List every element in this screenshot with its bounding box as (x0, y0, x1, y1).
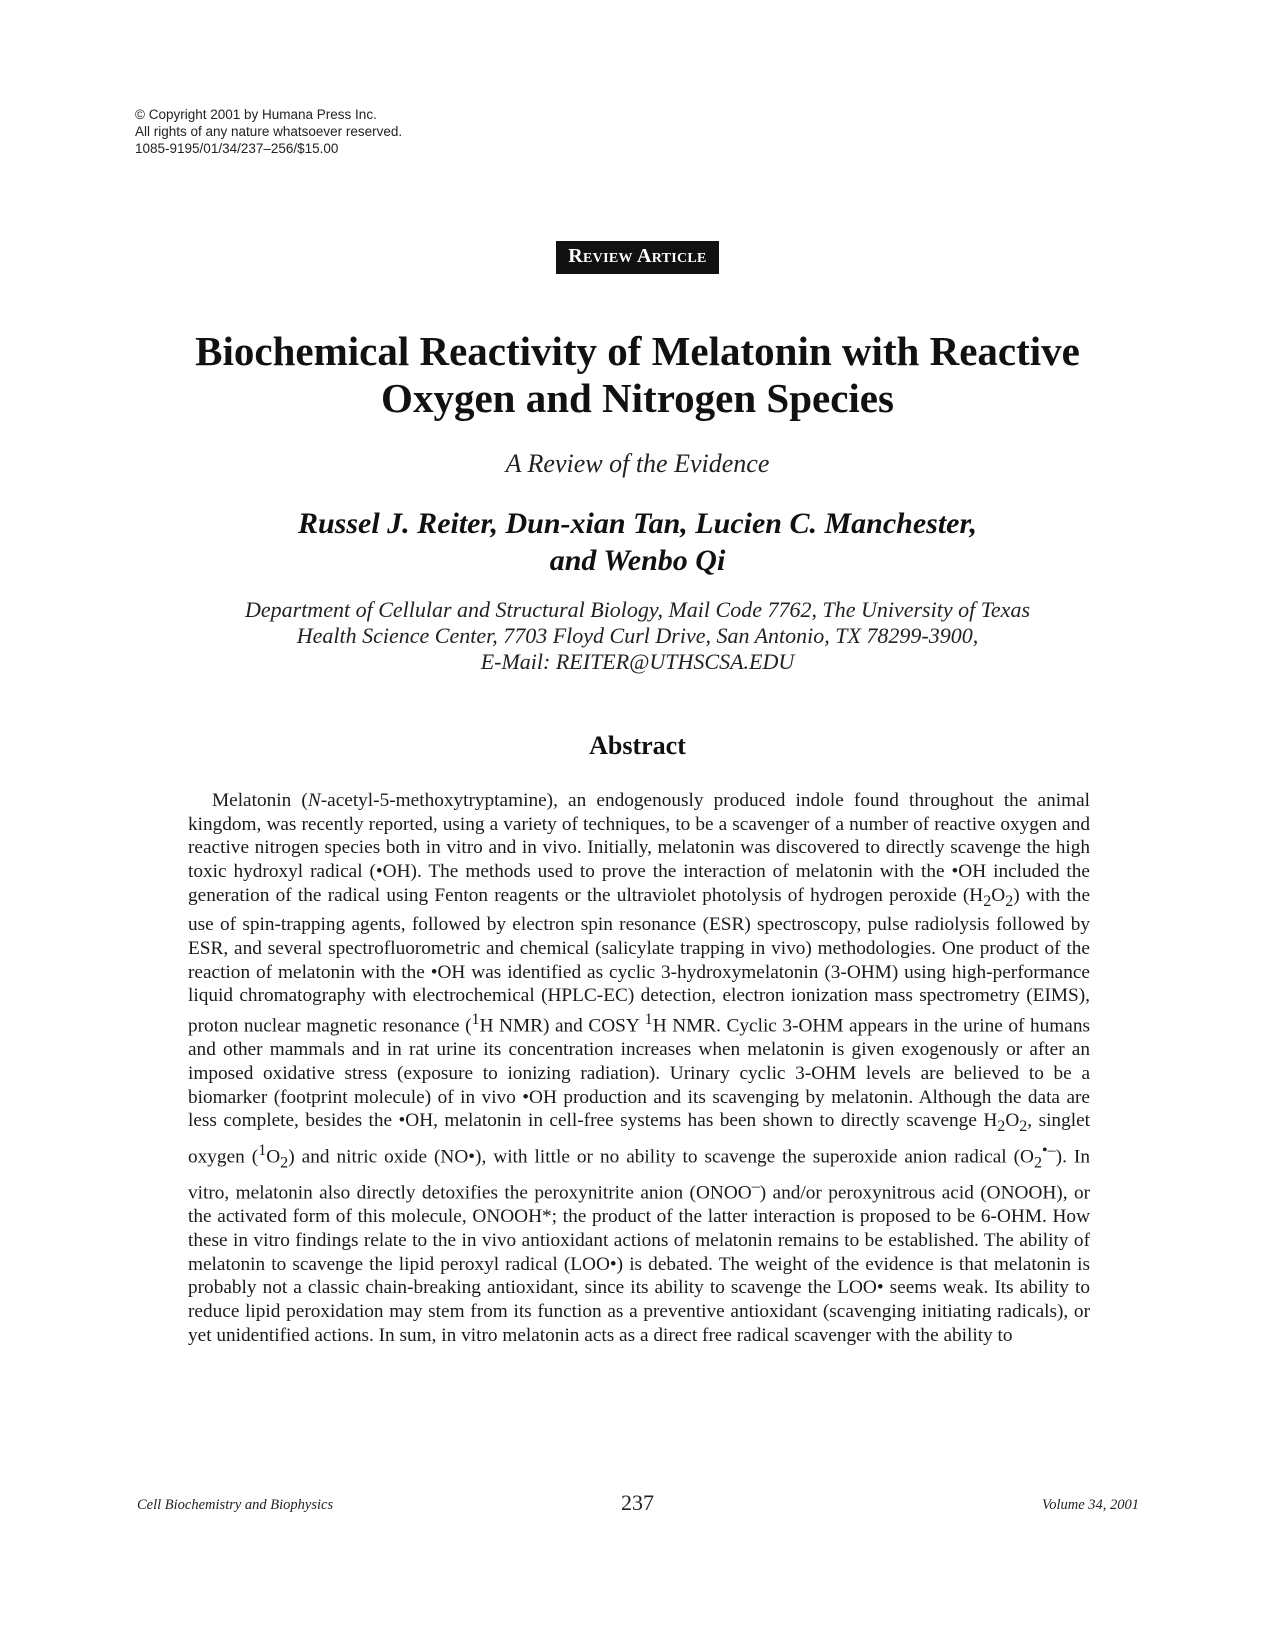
abstract-subscript: 2 (1033, 1154, 1042, 1172)
issn-line: 1085-9195/01/34/237–256/$15.00 (135, 141, 339, 156)
abstract-superscript: 1 (644, 1011, 653, 1029)
abstract-segment: ) and nitric oxide (NO•), with little or no ability to scavenge the superoxide anion radical (O (288, 1146, 1034, 1168)
abstract-subscript: 2 (1019, 1118, 1028, 1136)
footer-journal-name: Cell Biochemistry and Biophysics (137, 1497, 334, 1513)
article-type-badge: Review Article (556, 241, 718, 274)
abstract-italic: N (307, 790, 321, 811)
rights-line: All rights of any nature whatsoever reserved. (135, 124, 403, 139)
abstract-superscript: 1 (258, 1141, 267, 1159)
abstract-superscript: •– (1042, 1141, 1056, 1159)
abstract-heading: Abstract (589, 731, 686, 760)
title-line-2: Oxygen and Nitrogen Species (381, 375, 894, 421)
copyright-line: © Copyright 2001 by Humana Press Inc. (135, 107, 377, 122)
copyright-notice (135, 106, 402, 157)
abstract-segment: H NMR) and COSY (479, 1015, 645, 1037)
abstract-segment: H NMR. Cyclic 3-OHM appears in the urine of humans and other mammals and in rat urine its concentration increases when melatonin is given exogenously or after an imposed oxidative stress (exposure to ionizing radiation). Urinary cyclic 3-OHM levels are believed to be a biomarker (footprint molecule) of in vivo •OH production and its scavenging by melatonin. Although the data are less complete, besides the •OH, melatonin in cell-free systems has been shown to directly scavenge H (188, 1015, 1090, 1132)
authors-line-2: and Wenbo Qi (549, 544, 726, 577)
abstract-segment: O (266, 1146, 281, 1168)
authors-line-1: Russel J. Reiter, Dun-xian Tan, Lucien C. Manchester, (297, 507, 977, 540)
page-number: 237 (621, 1490, 654, 1515)
abstract-superscript: 1 (471, 1011, 480, 1029)
article-type-container (0, 241, 1275, 274)
abstract-segment: , singlet oxygen ( (188, 1110, 1090, 1168)
abstract-segment: ) with the use of spin-trapping agents, followed by electron spin resonance (ESR) spectroscopy, pulse radiolysis followed by ESR, and several spectrofluorometric and chemical (salicylate trapping in vivo) methodologies. One product of the reaction of melatonin with the •OH was identified as cyclic 3-hydroxymelatonin (3-OHM) using high-performance liquid chromatography with electrochemical (HPLC-EC) detection, electron ionization mass spectrometry (EIMS), proton nuclear magnetic resonance ( (188, 884, 1091, 1037)
affiliation-line-1: Department of Cellular and Structural Biology, Mail Code 7762, The University of Texas (244, 597, 1031, 622)
abstract-superscript: – (751, 1177, 760, 1195)
title-line-1: Biochemical Reactivity of Melatonin with Reactive (195, 328, 1080, 374)
abstract-segment: Melatonin ( (212, 790, 308, 811)
abstract-text (188, 789, 1090, 1347)
abstract-subscript: 2 (997, 1118, 1006, 1136)
author-list (150, 505, 1125, 579)
footer-volume: Volume 34, 2001 (1041, 1497, 1139, 1513)
abstract-subscript: 2 (983, 892, 992, 910)
affiliation-email: E-Mail: REITER@UTHSCSA.EDU (480, 649, 795, 674)
affiliation (130, 597, 1145, 675)
abstract-segment: ). In vitro, melatonin also directly detoxifies the peroxynitrite anion (ONOO (188, 1146, 1090, 1204)
abstract-subscript: 2 (280, 1154, 289, 1172)
paper-subtitle: A Review of the Evidence (505, 449, 770, 478)
abstract-segment: -acetyl-5-methoxytryptamine), an endogenously produced indole found throughout the animal kingdom, was recently reported, using a variety of techniques, to be a scavenger of a number of reactive oxygen and reactive nitrogen species both in vitro and in vivo. Initially, melatonin was discovered to directly scavenge the high toxic hydroxyl radical (•OH). The methods used to prove the interaction of melatonin with the •OH included the generation of the radical using Fenton reagents or the ultraviolet photolysis of hydrogen peroxide (H (188, 790, 1090, 906)
abstract-segment: O (1005, 1110, 1020, 1132)
abstract-segment: O (991, 884, 1006, 906)
paper-title (100, 328, 1175, 422)
abstract-subscript: 2 (1005, 892, 1014, 910)
abstract-segment: ) and/or peroxynitrous acid (ONOOH), or the activated form of this molecule, ONOOH*; the product of the latter interaction is proposed to be 6-OHM. How these in vitro findings relate to the in vivo antioxidant actions of melatonin remains to be established. The ability of melatonin to scavenge the lipid peroxyl radical (LOO•) is debated. The weight of the evidence is that melatonin is probably not a classic chain-breaking antioxidant, since its ability to scavenge the LOO• seems weak. Its ability to reduce lipid peroxidation may stem from its function as a preventive antioxidant (scavenging initiating radicals), or yet unidentified actions. In sum, in vitro melatonin acts as a direct free radical scavenger with the ability to (188, 1182, 1091, 1346)
affiliation-line-2: Health Science Center, 7703 Floyd Curl Drive, San Antonio, TX 78299-3900, (296, 623, 979, 648)
